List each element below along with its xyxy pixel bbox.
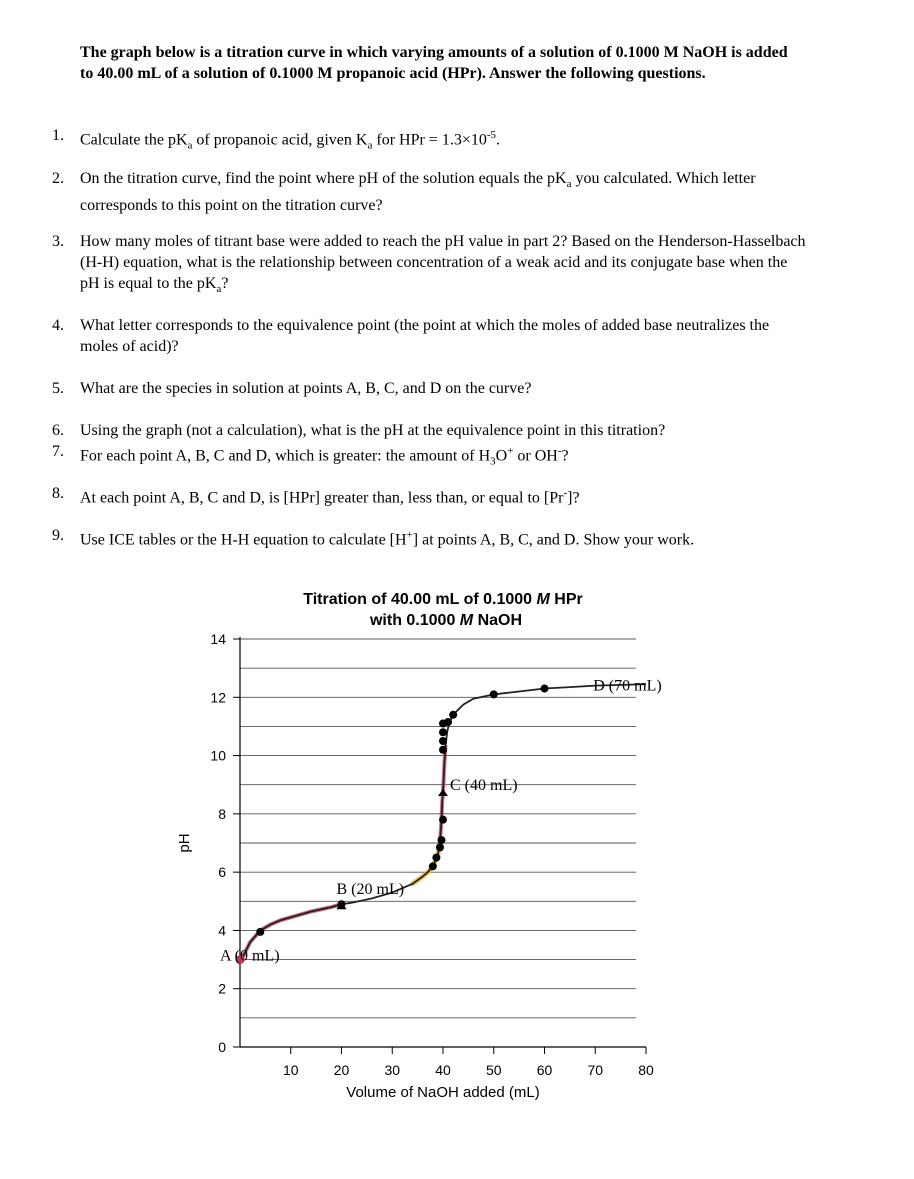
- x-tick-label: 10: [282, 1062, 299, 1078]
- y-tick-label: 4: [218, 922, 226, 939]
- x-tick-label: 80: [638, 1062, 654, 1078]
- question-text-run: Use ICE tables or the H-H equation to calculate [H: [80, 531, 407, 549]
- y-tick-label: 12: [210, 689, 226, 706]
- chart-title-run: M: [459, 612, 474, 629]
- data-point: [436, 843, 444, 851]
- data-point: [256, 928, 264, 936]
- question-number: 9.: [52, 527, 64, 544]
- question-text-run: or OH: [513, 447, 558, 465]
- question-script: a: [216, 283, 222, 296]
- x-tick-label: 60: [536, 1062, 553, 1078]
- question-number: 1.: [52, 127, 64, 144]
- question-text: [80, 420, 810, 441]
- data-point: [439, 737, 447, 745]
- y-tick-label: 10: [210, 747, 226, 764]
- question-number: 2.: [52, 170, 64, 187]
- data-point: [439, 816, 447, 824]
- question-number: 8.: [52, 485, 64, 502]
- question-text: [80, 231, 810, 300]
- question-script: a: [187, 139, 193, 152]
- data-point: [429, 862, 437, 870]
- chart-title-run: M: [536, 591, 550, 608]
- question-text: [80, 125, 810, 157]
- question-script: -: [563, 487, 568, 499]
- chart-title-line-1: [303, 591, 583, 608]
- point-c-marker: [438, 789, 448, 796]
- question-text-run: What letter corresponds to the equivalence point (the point at which the moles of added base neutralizes the moles of acid)?: [80, 317, 770, 355]
- data-point: [444, 718, 452, 726]
- chart-gridlines: [240, 639, 636, 1018]
- data-point: [432, 854, 440, 862]
- question-text-run: Using the graph (not a calculation), what is the pH at the equivalence point in this titration?: [80, 422, 666, 439]
- x-axis-label: Volume of NaOH added (mL): [346, 1084, 540, 1101]
- question-text: [80, 378, 810, 399]
- question-script: 3: [490, 455, 496, 468]
- chart-title-line-2: [369, 612, 522, 629]
- question-text-run: ]?: [567, 489, 580, 507]
- question-text-run: ] at points A, B, C, and D. Show your work.: [412, 531, 695, 549]
- data-point: [449, 711, 457, 719]
- question-text-run: Calculate the pK: [80, 131, 188, 149]
- question-text-run: ?: [561, 447, 569, 465]
- point-label-b: B (20 mL): [336, 881, 405, 899]
- question-text-run: At each point A, B, C and D, is [HPr] greater than, less than, or equal to [Pr: [80, 489, 564, 507]
- data-point: [439, 746, 447, 754]
- question-number: 6.: [52, 422, 64, 439]
- question-script: a: [367, 139, 373, 152]
- y-tick-label: 0: [218, 1039, 226, 1055]
- x-tick-label: 30: [384, 1062, 401, 1078]
- chart-title-run: Titration of 40.00 mL of 0.1000: [303, 591, 537, 608]
- question-number: 7.: [52, 443, 64, 460]
- question-script: +: [406, 529, 413, 541]
- x-tick-label: 40: [435, 1062, 451, 1078]
- chart-title-run: with 0.1000: [369, 612, 460, 629]
- x-tick-label: 70: [587, 1062, 604, 1078]
- x-tick-label: 20: [333, 1062, 350, 1078]
- point-label-d: D (70 mL): [593, 677, 662, 695]
- y-tick-label: 8: [218, 805, 226, 822]
- data-point: [490, 690, 498, 698]
- question-text: [80, 168, 810, 216]
- question-text-run: of propanoic acid, given K: [192, 131, 368, 149]
- question-text: [80, 525, 810, 550]
- x-tick-label: 50: [485, 1062, 502, 1078]
- question-text-run: How many moles of titrant base were added to reach the pH value in part 2? Based on the Henderson-Hasselbach (H-H) equation, what is the relationship between concentration of a weak acid and its conjugate base when the pH is equal to the pK: [80, 233, 806, 292]
- question-text-run: What are the species in solution at points A, B, C, and D on the curve?: [80, 380, 532, 397]
- question-text-run: you calculated. Which letter corresponds to this point on the titration curve?: [80, 170, 756, 215]
- y-tick-label: 6: [218, 864, 226, 881]
- question-number: 4.: [52, 317, 64, 334]
- question-script: +: [507, 445, 514, 457]
- chart-title-run: NaOH: [473, 612, 523, 629]
- question-text: [80, 441, 810, 473]
- y-tick-label: 14: [210, 631, 226, 647]
- intro-paragraph: The graph below is a titration curve in which varying amounts of a solution of 0.1000 M NaOH is added to 40.00 mL of a solution of 0.1000 M propanoic acid (HPr). Answer the following questions.: [80, 44, 788, 82]
- titration-chart: [0, 580, 914, 1120]
- chart-ticks: [210, 631, 654, 1078]
- question-script: -5: [486, 129, 497, 141]
- question-number: 5.: [52, 380, 64, 397]
- question-text-run: O: [495, 447, 508, 465]
- question-script: a: [566, 178, 572, 191]
- chart-title-run: HPr: [549, 591, 583, 608]
- y-tick-label: 2: [218, 980, 226, 997]
- question-text-run: For each point A, B, C and D, which is greater: the amount of H: [80, 447, 491, 465]
- question-text-run: .: [496, 131, 501, 149]
- question-text-run: On the titration curve, find the point where pH of the solution equals the pK: [80, 170, 567, 187]
- axis-labels: [176, 833, 540, 1101]
- data-point: [439, 728, 447, 736]
- question-text: [80, 483, 810, 508]
- question-text-run: for HPr = 1.3×10: [372, 131, 487, 149]
- data-point: [541, 685, 549, 693]
- chart-title: [303, 591, 583, 629]
- question-script: -: [557, 445, 562, 457]
- point-label-c: C (40 mL): [450, 777, 518, 794]
- y-axis-label: pH: [176, 833, 193, 853]
- question-text: [80, 315, 810, 357]
- data-point: [437, 836, 445, 844]
- question-text-run: ?: [221, 275, 229, 292]
- point-label-a: A (0 mL): [220, 947, 280, 965]
- question-number: 3.: [52, 233, 64, 250]
